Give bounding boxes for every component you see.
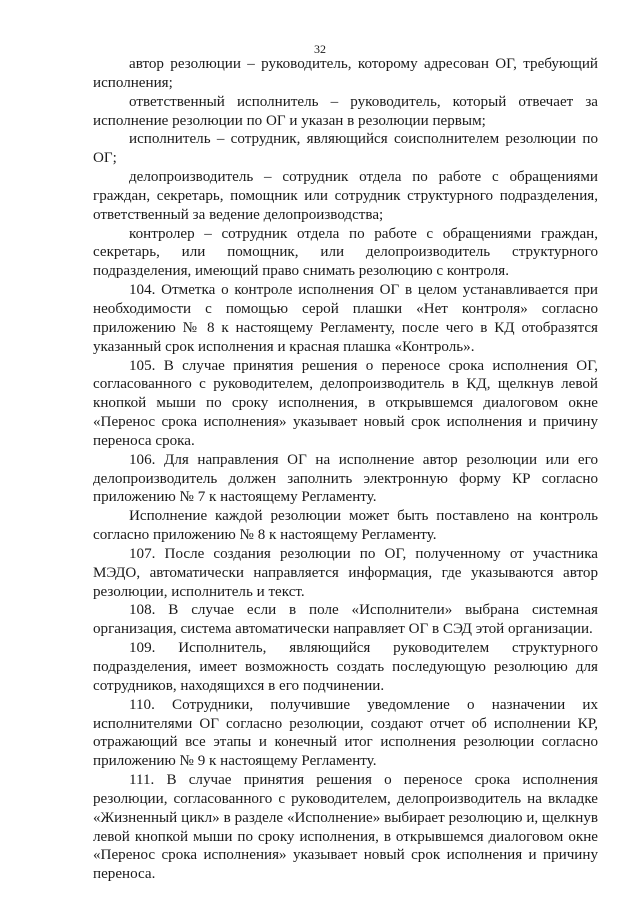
paragraph-110: 110. Сотрудники, получившие уведомление о назначении их исполнителями ОГ согласно резолюции, создают отчет об исполнении КР, отражающий все этапы и конечный итог исполнения резолюции согласно приложению № 9 к настоящему Регламенту. bbox=[93, 696, 598, 770]
paragraph-111: 111. В случае принятия решения о переносе срока исполнения резолюции, согласованного с руководителем, делопроизводитель на вкладке «Жизненный цикл» в разделе «Исполнение» выбирает резолюцию и, щелкнув левой кнопкой мыши по сроку исполнения, в открывшемся диалоговом окне «Перенос срока исполнения» указывает новый срок исполнения и причину переноса. bbox=[93, 772, 598, 883]
paragraph-106: 106. Для направления ОГ на исполнение автор резолюции или его делопроизводитель должен заполнить электронную форму КР согласно приложению № 7 к настоящему Регламенту. bbox=[93, 451, 598, 506]
definition-clerk: делопроизводитель – сотрудник отдела по работе с обращениями граждан, секретарь, помощник или сотрудник структурного подразделения, ответственный за ведение делопроизводства; bbox=[93, 169, 598, 223]
paragraph-109: 109. Исполнитель, являющийся руководителем структурного подразделения, имеет возможность создать последующую резолюцию для сотрудников, находящихся в его подчинении. bbox=[93, 640, 598, 694]
page-number: 32 bbox=[314, 42, 326, 56]
definition-responsible-executor: ответственный исполнитель – руководитель, который отвечает за исполнение резолюции по ОГ и указан в резолюции первым; bbox=[93, 93, 598, 129]
paragraph-107: 107. После создания резолюции по ОГ, полученному от участника МЭДО, автоматически направляется информация, где указываются автор резолюции, исполнитель и текст. bbox=[93, 545, 598, 600]
paragraph-108: 108. В случае если в поле «Исполнители» выбрана системная организация, система автоматически направляет ОГ в СЭД этой организации. bbox=[93, 602, 598, 638]
paragraph-105: 105. В случае принятия решения о переносе срока исполнения ОГ, согласованного с руководителем, делопроизводитель в КД, щелкнув левой кнопкой мыши по сроку исполнения, в открывшемся диалоговом окне «Перенос срока исполнения» указывает новый срок исполнения и причину переноса срока. bbox=[93, 357, 598, 449]
definition-author: автор резолюции – руководитель, которому адресован ОГ, требующий исполнения; bbox=[93, 56, 598, 91]
definition-controller: контролер – сотрудник отдела по работе с обращениями граждан, секретарь, или помощник, или делопроизводитель структурного подразделения, имеющий право снимать резолюцию с контроля. bbox=[93, 225, 598, 280]
definition-executor: исполнитель – сотрудник, являющийся соисполнителем резолюции по ОГ; bbox=[93, 131, 598, 167]
document-body bbox=[93, 55, 598, 884]
paragraph-104: 104. Отметка о контроле исполнения ОГ в целом устанавливается при необходимости с помощью серой плашки «Нет контроля» согласно приложению № 8 к настоящему Регламенту, после чего в КД отобразятся указанный срок исполнения и красная плашка «Контроль». bbox=[93, 282, 598, 355]
paragraph-106-continued: Исполнение каждой резолюции может быть поставлено на контроль согласно приложению № 8 к настоящему Регламенту. bbox=[93, 508, 598, 544]
